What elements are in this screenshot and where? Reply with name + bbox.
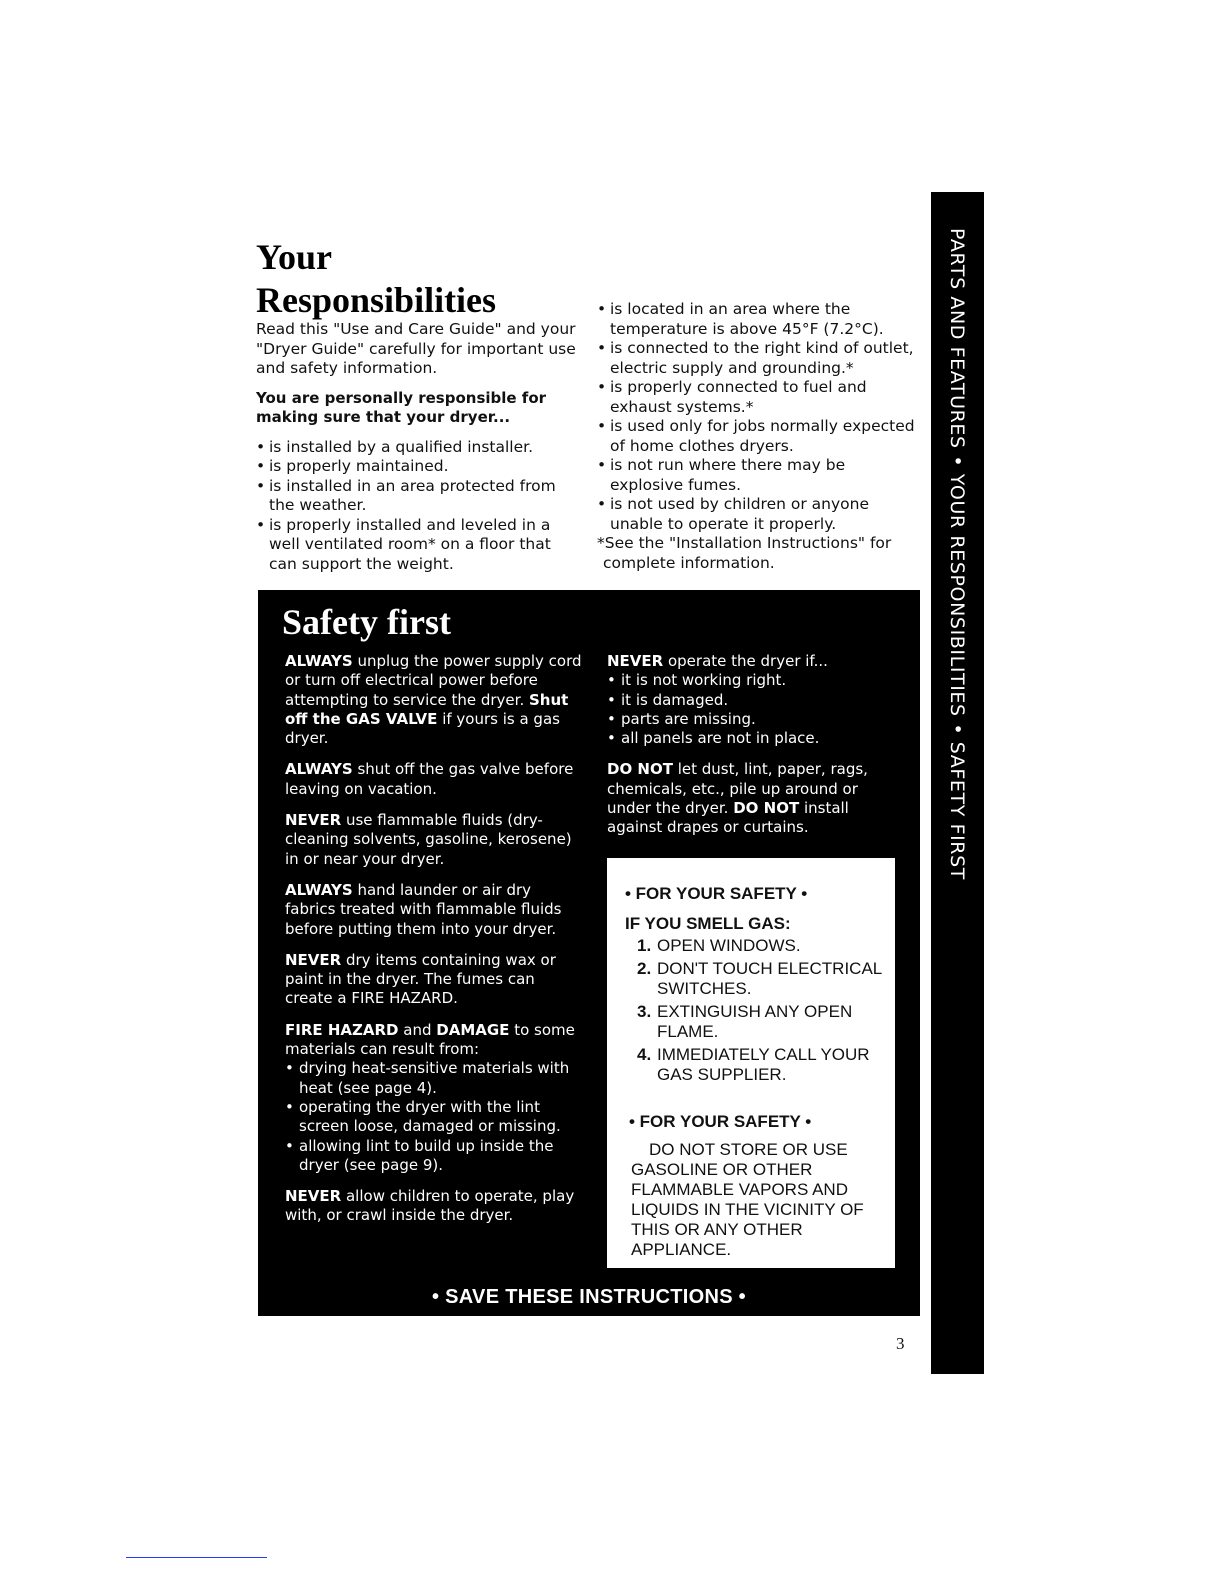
- list-item: • parts are missing.: [607, 710, 892, 729]
- list-item: • is used only for jobs normally expected of home clothes dryers.: [597, 417, 921, 456]
- emphasis: Shut off the GAS VALVE: [285, 690, 569, 728]
- safety-paragraph: [285, 760, 585, 799]
- emphasis: ALWAYS: [285, 760, 353, 779]
- text: if yours is a gas dryer.: [285, 709, 560, 748]
- save-instructions: • SAVE THESE INSTRUCTIONS •: [432, 1286, 746, 1308]
- left-bullet-list: [256, 438, 582, 575]
- step-text: IMMEDIATELY CALL YOUR GAS SUPPLIER.: [657, 1045, 870, 1084]
- safety-paragraph: [285, 881, 585, 939]
- warning-body-rest: GASOLINE OR OTHER FLAMMABLE VAPORS AND LIQUIDS IN THE VICINITY OF THIS OR ANY OTHER APPLIANCE.: [631, 1160, 864, 1259]
- emphasis: ALWAYS: [285, 652, 353, 670]
- never-operate-list: [607, 671, 892, 748]
- emphasis: DAMAGE: [436, 1020, 510, 1039]
- text: allow children to operate, play with, or crawl inside the dryer.: [285, 1187, 575, 1225]
- list-item: • is not run where there may be explosive fumes.: [597, 456, 921, 495]
- list-item: [625, 1045, 885, 1085]
- step-text: EXTINGUISH ANY OPEN FLAME.: [657, 1002, 853, 1041]
- section-side-tab: [931, 192, 984, 1374]
- gas-steps-list: [625, 936, 885, 1088]
- step-number: 3.: [637, 1002, 652, 1021]
- safety-paragraph: [285, 652, 585, 748]
- text: to some materials can result from:: [285, 1020, 575, 1059]
- text: operate the dryer if...: [663, 652, 828, 670]
- emphasis: NEVER: [607, 652, 664, 670]
- right-bullet-list: [597, 300, 921, 534]
- safety-right-column: [607, 652, 892, 850]
- list-item: [625, 936, 885, 956]
- list-item: [625, 1002, 885, 1042]
- emphasis: ALWAYS: [285, 880, 353, 899]
- gas-warning-card: [607, 858, 895, 1268]
- safety-paragraph: [285, 951, 585, 1009]
- text: dry items containing wax or paint in the dryer. The fumes can create a FIRE HAZARD.: [285, 950, 556, 1008]
- list-item: • all panels are not in place.: [607, 729, 892, 748]
- list-item: • is properly installed and leveled in a well ventilated room* on a floor that can support the weight.: [256, 516, 582, 575]
- text: use flammable fluids (dry-cleaning solvents, gasoline, kerosene) in or near your dryer.: [285, 811, 572, 868]
- emphasis: NEVER: [285, 1187, 342, 1206]
- list-item: • is connected to the right kind of outlet, electric supply and grounding.*: [597, 339, 921, 378]
- text: install against drapes or curtains.: [607, 799, 849, 837]
- emphasis: NEVER: [285, 950, 342, 969]
- emphasis: DO NOT: [607, 760, 673, 779]
- list-item: • it is damaged.: [607, 691, 892, 710]
- step-number: 1.: [637, 936, 652, 955]
- list-item: • is properly connected to fuel and exhaust systems.*: [597, 378, 921, 417]
- list-item: • is not used by children or anyone unable to operate it properly.: [597, 495, 921, 534]
- step-text: DON'T TOUCH ELECTRICAL SWITCHES.: [657, 959, 882, 998]
- installation-note: *See the "Installation Instructions" for complete information.: [597, 534, 892, 572]
- list-item: • is properly maintained.: [256, 457, 582, 477]
- list-item: • allowing lint to build up inside the dryer (see page 9).: [285, 1137, 585, 1176]
- text: and: [398, 1020, 437, 1039]
- safety-left-column: [285, 652, 585, 1238]
- safety-paragraph: [285, 811, 585, 869]
- warning-heading: • FOR YOUR SAFETY •: [625, 884, 808, 903]
- page-number: 3: [896, 1334, 905, 1353]
- text: let dust, lint, paper, rags, chemicals, etc., pile up around or under the dryer.: [607, 760, 868, 818]
- intro-left-column: [256, 320, 582, 574]
- text: hand launder or air dry fabrics treated with flammable fluids before putting them into your dryer.: [285, 880, 562, 938]
- title-line-2: Responsibilities: [256, 280, 497, 320]
- safety-paragraph: [285, 1187, 585, 1226]
- safety-title: Safety first: [282, 602, 451, 642]
- side-tab-text: PARTS AND FEATURES • YOUR RESPONSIBILITIES • SAFETY FIRST: [946, 228, 968, 880]
- text: shut off the gas valve before leaving on vacation.: [285, 760, 574, 798]
- safety-paragraph: [285, 1021, 585, 1060]
- emphasis: DO NOT: [733, 799, 800, 818]
- page-title: [256, 236, 496, 322]
- list-item: • it is not working right.: [607, 671, 892, 690]
- safety-paragraph: [607, 652, 892, 671]
- title-line-1: Your: [256, 237, 333, 277]
- emphasis: NEVER: [285, 811, 342, 830]
- emphasis: FIRE HAZARD: [285, 1020, 399, 1039]
- intro-right-column: [597, 300, 921, 573]
- warning-body: [631, 1140, 881, 1260]
- list-item: [625, 959, 885, 999]
- footnote-rule: [126, 1557, 267, 1558]
- list-item: • is located in an area where the temperature is above 45°F (7.2°C).: [597, 300, 921, 339]
- warning-subheading: IF YOU SMELL GAS:: [625, 914, 791, 933]
- list-item: • drying heat-sensitive materials with heat (see page 4).: [285, 1059, 585, 1098]
- step-text: OPEN WINDOWS.: [657, 936, 801, 955]
- intro-paragraph: Read this "Use and Care Guide" and your "Dryer Guide" carefully for important use and safety information.: [256, 320, 576, 377]
- step-number: 2.: [637, 959, 652, 978]
- intro-lead: You are personally responsible for making sure that your dryer...: [256, 388, 547, 426]
- safety-first-box: [258, 590, 920, 1316]
- list-item: • is installed by a qualified installer.: [256, 438, 582, 458]
- warning-heading: • FOR YOUR SAFETY •: [629, 1112, 812, 1131]
- safety-paragraph: [607, 760, 892, 837]
- step-number: 4.: [637, 1045, 652, 1064]
- fire-hazard-list: [285, 1059, 585, 1175]
- text: unplug the power supply cord or turn off electrical power before attempting to service the dryer.: [285, 652, 582, 709]
- warning-body-first: DO NOT STORE OR USE: [649, 1140, 848, 1159]
- list-item: • operating the dryer with the lint screen loose, damaged or missing.: [285, 1098, 585, 1137]
- list-item: • is installed in an area protected from the weather.: [256, 477, 582, 516]
